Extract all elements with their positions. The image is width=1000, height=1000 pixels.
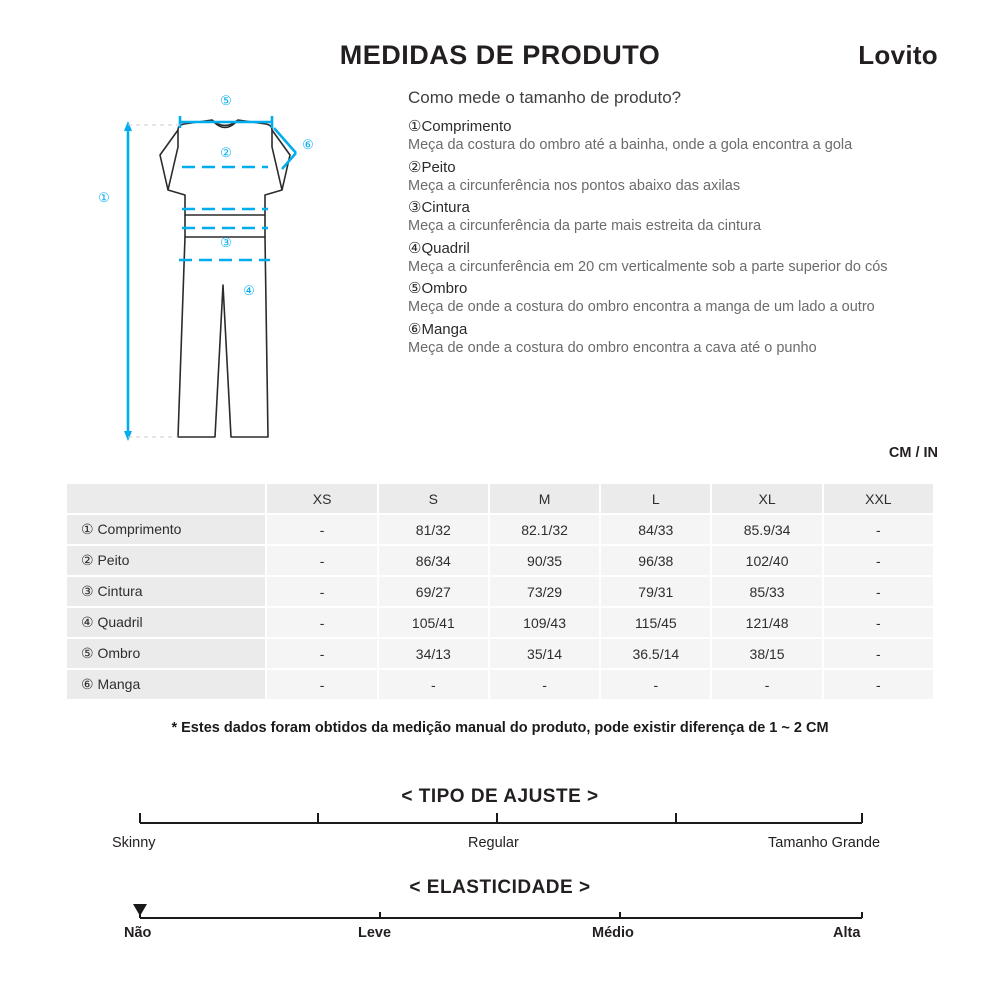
cell: - — [266, 576, 377, 607]
units-label: CM / IN — [888, 445, 938, 461]
guide-item-title-1: ①Comprimento — [408, 118, 512, 135]
cell: 109/43 — [489, 607, 600, 638]
guide-item-title-2: ②Peito — [408, 158, 456, 176]
table-row — [66, 514, 934, 545]
callout-4: ④ — [243, 283, 255, 298]
elasticity-scale-title: < ELASTICIDADE > — [409, 877, 591, 898]
cell: 34/13 — [378, 638, 489, 669]
cell: - — [266, 607, 377, 638]
table-col-xl: XL — [711, 483, 822, 514]
cell: 73/29 — [489, 576, 600, 607]
table-row — [66, 607, 934, 638]
row-label: ⑤ Ombro — [66, 638, 266, 669]
guide-item-body-3: Meça a circunferência da parte mais estreita da cintura — [408, 218, 762, 235]
cell: 85/33 — [711, 576, 822, 607]
cell: 81/32 — [378, 514, 489, 545]
elasticity-marker-icon — [133, 904, 147, 916]
cell: - — [823, 607, 934, 638]
cell: 115/45 — [600, 607, 711, 638]
cell: - — [711, 669, 822, 700]
guide-item-body-1: Meça da costura do ombro até a bainha, onde a gola encontra a gola — [408, 137, 853, 153]
elasticity-label-high: Alta — [833, 925, 861, 941]
row-label: ② Peito — [66, 545, 266, 576]
fit-label-regular: Regular — [468, 835, 519, 851]
cell: - — [489, 669, 600, 700]
cell: - — [823, 669, 934, 700]
table-row — [66, 576, 934, 607]
cell: 86/34 — [378, 545, 489, 576]
table-row — [66, 669, 934, 700]
cell: 96/38 — [600, 545, 711, 576]
cell: 121/48 — [711, 607, 822, 638]
guide-item-body-6: Meça de onde a costura do ombro encontra a cava até o punho — [408, 339, 817, 356]
cell: 90/35 — [489, 545, 600, 576]
cell: 36.5/14 — [600, 638, 711, 669]
cell: - — [378, 669, 489, 700]
cell: - — [266, 545, 377, 576]
row-label: ⑥ Manga — [66, 669, 266, 700]
page-title: MEDIDAS DE PRODUTO — [339, 40, 661, 70]
row-label: ① Comprimento — [66, 514, 266, 545]
guide-item-title-6: ⑥Manga — [408, 320, 468, 338]
guide-item-title-3: ③Cintura — [408, 199, 470, 217]
elasticity-label-none: Não — [124, 925, 152, 941]
measurement-guide — [408, 88, 928, 360]
size-table-wrapper — [65, 482, 935, 701]
cell: - — [823, 514, 934, 545]
table-col-xxl: XXL — [823, 483, 934, 514]
cell: 38/15 — [711, 638, 822, 669]
guide-item-body-2: Meça a circunferência nos pontos abaixo das axilas — [408, 177, 741, 194]
cell: 85.9/34 — [711, 514, 822, 545]
garment-illustration — [60, 85, 390, 465]
elasticity-label-medium: Médio — [592, 925, 634, 941]
table-row — [66, 545, 934, 576]
fit-label-large: Tamanho Grande — [768, 835, 881, 851]
guide-item-body-5: Meça de onde a costura do ombro encontra a manga de um lado a outro — [408, 299, 875, 316]
cell: - — [823, 545, 934, 576]
cell: - — [823, 576, 934, 607]
table-row — [66, 638, 934, 669]
table-col-xs: XS — [266, 483, 377, 514]
cell: - — [266, 638, 377, 669]
cell: 82.1/32 — [489, 514, 600, 545]
cell: - — [823, 638, 934, 669]
callout-3: ③ — [220, 235, 232, 250]
measurement-note: * Estes dados foram obtidos da medição manual do produto, pode existir diferença de 1 ~ 2 CM — [171, 720, 829, 736]
fit-label-skinny: Skinny — [112, 835, 156, 851]
table-col-s: S — [378, 483, 489, 514]
row-label: ④ Quadril — [66, 607, 266, 638]
row-label: ③ Cintura — [66, 576, 266, 607]
guide-item-title-5: ⑤Ombro — [408, 280, 468, 298]
guide-item-body-4: Meça a circunferência em 20 cm verticalmente sob a parte superior do cós — [408, 258, 888, 275]
callout-2: ② — [220, 145, 232, 160]
size-table — [65, 482, 935, 701]
table-col-l: L — [600, 483, 711, 514]
cell: - — [600, 669, 711, 700]
fit-scale-title: < TIPO DE AJUSTE > — [401, 786, 599, 807]
cell: - — [266, 514, 377, 545]
elasticity-label-light: Leve — [358, 925, 392, 941]
callout-1: ① — [98, 190, 110, 205]
cell: 69/27 — [378, 576, 489, 607]
callout-6: ⑥ — [302, 137, 314, 152]
table-corner-cell — [66, 483, 266, 514]
table-header-row — [66, 483, 934, 514]
cell: 102/40 — [711, 545, 822, 576]
table-col-m: M — [489, 483, 600, 514]
guide-item-title-4: ④Quadril — [408, 239, 470, 257]
cell: - — [266, 669, 377, 700]
brand-logo: Lovito — [858, 40, 938, 70]
guide-heading: Como mede o tamanho de produto? — [408, 88, 682, 107]
elasticity-scale-graphic — [0, 898, 1000, 928]
fit-scale-graphic — [0, 805, 1000, 835]
cell: 79/31 — [600, 576, 711, 607]
cell: 84/33 — [600, 514, 711, 545]
cell: 105/41 — [378, 607, 489, 638]
callout-5: ⑤ — [220, 93, 232, 108]
cell: 35/14 — [489, 638, 600, 669]
